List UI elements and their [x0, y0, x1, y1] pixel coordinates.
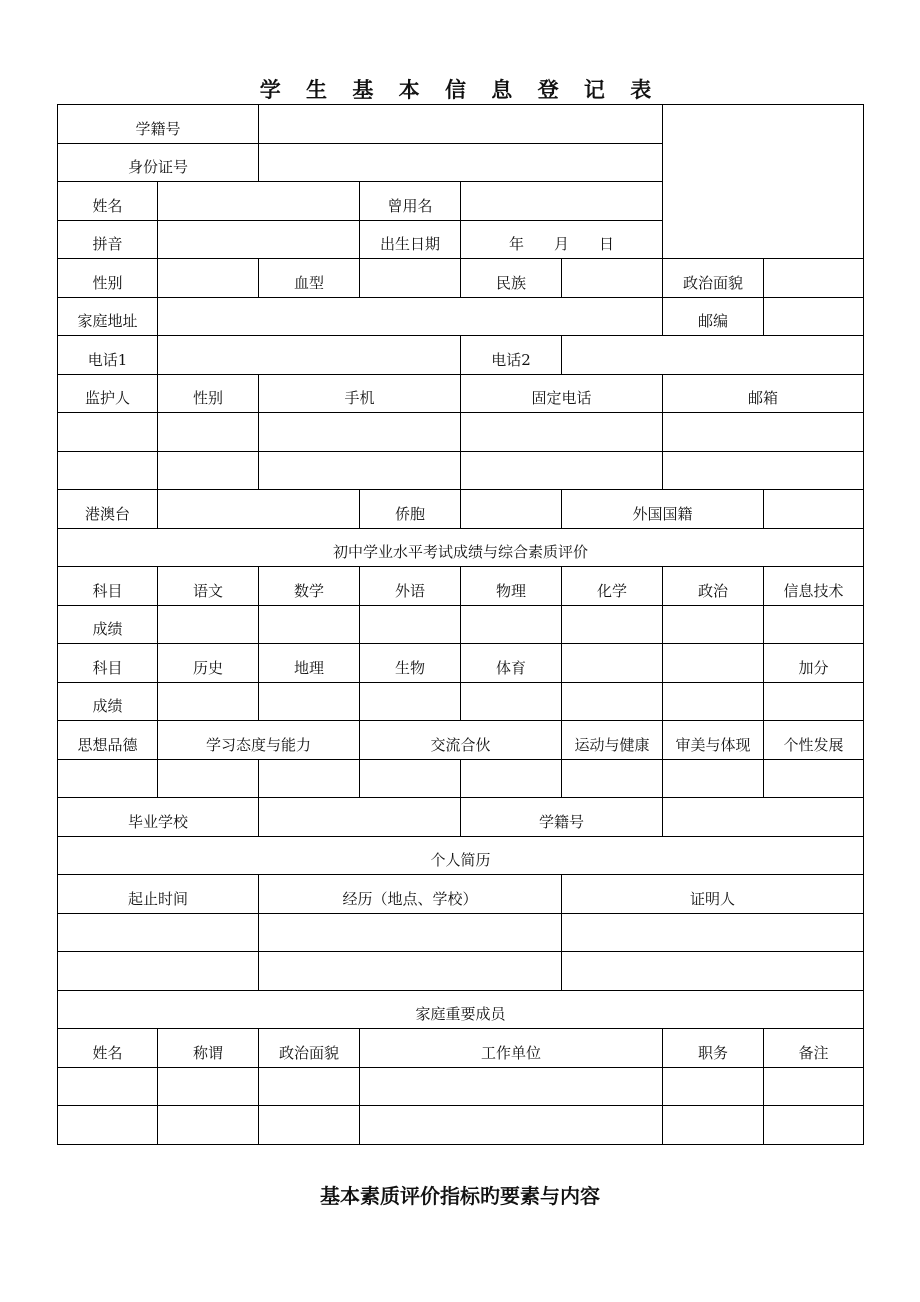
pinyin-label: 拼音: [58, 220, 158, 259]
subject-pe: 体育: [461, 644, 562, 683]
guardian-gender-cell[interactable]: [158, 413, 259, 452]
subject-biology: 生物: [360, 644, 461, 683]
guardian-row: [58, 451, 864, 490]
gender-field[interactable]: [158, 259, 259, 298]
phone2-label: 电话2: [461, 336, 562, 375]
family-remarks-cell[interactable]: [764, 1067, 864, 1106]
family-relation-header: 称谓: [158, 1029, 259, 1068]
graduated-school-label: 毕业学校: [58, 798, 259, 837]
guardian-gender-header: 性别: [158, 374, 259, 413]
subject-bonus: 加分: [764, 644, 864, 683]
quality-cell[interactable]: [562, 759, 663, 798]
quality-learning-header: 学习态度与能力: [158, 721, 360, 760]
quality-aesthetic-header: 审美与体现: [663, 721, 764, 760]
subject-blank: [562, 644, 663, 683]
family-name-cell[interactable]: [58, 1106, 158, 1145]
birth-date-label: 出生日期: [360, 220, 461, 259]
quality-sports-header: 运动与健康: [562, 721, 663, 760]
pinyin-field[interactable]: [158, 220, 360, 259]
family-workplace-cell[interactable]: [360, 1106, 663, 1145]
quality-cell[interactable]: [259, 759, 360, 798]
family-section-title: 家庭重要成员: [58, 990, 864, 1029]
resume-witness-cell[interactable]: [562, 952, 864, 991]
subject-it: 信息技术: [764, 567, 864, 606]
family-workplace-header: 工作单位: [360, 1029, 663, 1068]
guardian-gender-cell[interactable]: [158, 451, 259, 490]
guardian-email-header: 邮箱: [663, 374, 864, 413]
score-cell[interactable]: [360, 682, 461, 721]
former-name-label: 曾用名: [360, 182, 461, 221]
subject-politics: 政治: [663, 567, 764, 606]
family-position-cell[interactable]: [663, 1106, 764, 1145]
score-label: 成绩: [58, 682, 158, 721]
guardian-email-cell[interactable]: [663, 451, 864, 490]
resume-witness-header: 证明人: [562, 875, 864, 914]
guardian-mobile-header: 手机: [259, 374, 461, 413]
school-student-id-label: 学籍号: [461, 798, 663, 837]
quality-cell[interactable]: [158, 759, 259, 798]
family-remarks-cell[interactable]: [764, 1106, 864, 1145]
score-cell[interactable]: [259, 682, 360, 721]
subject-label: 科目: [58, 567, 158, 606]
score-cell[interactable]: [562, 682, 663, 721]
subject-history: 历史: [158, 644, 259, 683]
subject-chemistry: 化学: [562, 567, 663, 606]
score-cell[interactable]: [764, 682, 864, 721]
family-relation-cell[interactable]: [158, 1067, 259, 1106]
photo-cell[interactable]: [663, 105, 864, 259]
guardian-mobile-cell[interactable]: [259, 413, 461, 452]
resume-experience-header: 经历（地点、学校）: [259, 875, 562, 914]
foreign-nationality-field[interactable]: [764, 490, 864, 529]
score-cell[interactable]: [764, 605, 864, 644]
name-field[interactable]: [158, 182, 360, 221]
guardian-name-cell[interactable]: [58, 451, 158, 490]
quality-cell[interactable]: [58, 759, 158, 798]
resume-row: [58, 952, 864, 991]
score-cell[interactable]: [158, 682, 259, 721]
subject-chinese: 语文: [158, 567, 259, 606]
family-remarks-header: 备注: [764, 1029, 864, 1068]
quality-moral-header: 思想品德: [58, 721, 158, 760]
subject-label: 科目: [58, 644, 158, 683]
guardian-name-cell[interactable]: [58, 413, 158, 452]
family-row: [58, 1106, 864, 1145]
family-row: [58, 1067, 864, 1106]
resume-section-title: 个人简历: [58, 836, 864, 875]
blood-type-label: 血型: [259, 259, 360, 298]
id-card-label: 身份证号: [58, 143, 259, 182]
graduated-school-field[interactable]: [259, 798, 461, 837]
family-relation-cell[interactable]: [158, 1106, 259, 1145]
family-political-cell[interactable]: [259, 1067, 360, 1106]
family-political-header: 政治面貌: [259, 1029, 360, 1068]
guardian-header: 监护人: [58, 374, 158, 413]
exam-section-title: 初中学业水平考试成绩与综合素质评价: [58, 528, 864, 567]
political-status-field[interactable]: [764, 259, 864, 298]
subject-blank: [663, 644, 764, 683]
resume-experience-cell[interactable]: [259, 952, 562, 991]
guardian-row: [58, 413, 864, 452]
resume-witness-cell[interactable]: [562, 913, 864, 952]
phone1-field[interactable]: [158, 336, 461, 375]
blood-type-field[interactable]: [360, 259, 461, 298]
resume-period-header: 起止时间: [58, 875, 259, 914]
score-cell[interactable]: [663, 682, 764, 721]
hmt-field[interactable]: [158, 490, 360, 529]
family-political-cell[interactable]: [259, 1106, 360, 1145]
former-name-field[interactable]: [461, 182, 663, 221]
foreign-nationality-label: 外国国籍: [562, 490, 764, 529]
resume-period-cell[interactable]: [58, 952, 259, 991]
quality-cell[interactable]: [764, 759, 864, 798]
score-cell[interactable]: [158, 605, 259, 644]
quality-cell[interactable]: [663, 759, 764, 798]
subject-foreign-language: 外语: [360, 567, 461, 606]
birth-date-field[interactable]: [461, 220, 663, 259]
student-id-label: 学籍号: [58, 105, 259, 144]
phone2-field[interactable]: [562, 336, 864, 375]
school-student-id-field[interactable]: [663, 798, 864, 837]
phone1-label: 电话1: [58, 336, 158, 375]
guardian-landline-cell[interactable]: [461, 413, 663, 452]
resume-row: [58, 913, 864, 952]
hmt-label: 港澳台: [58, 490, 158, 529]
quality-communication-header: 交流合伙: [360, 721, 562, 760]
quality-cell[interactable]: [461, 759, 562, 798]
family-name-header: 姓名: [58, 1029, 158, 1068]
postcode-label: 邮编: [663, 297, 764, 336]
score-cell[interactable]: [663, 605, 764, 644]
score-cell[interactable]: [360, 605, 461, 644]
family-position-cell[interactable]: [663, 1067, 764, 1106]
family-name-cell[interactable]: [58, 1067, 158, 1106]
score-cell[interactable]: [461, 682, 562, 721]
score-cell[interactable]: [461, 605, 562, 644]
ethnicity-label: 民族: [461, 259, 562, 298]
subject-physics: 物理: [461, 567, 562, 606]
form-title: 学 生 基 本 信 息 登 记 表: [259, 77, 661, 102]
address-field[interactable]: [158, 297, 663, 336]
name-label: 姓名: [58, 182, 158, 221]
guardian-landline-cell[interactable]: [461, 451, 663, 490]
score-label: 成绩: [58, 605, 158, 644]
ethnicity-field[interactable]: [562, 259, 663, 298]
family-position-header: 职务: [663, 1029, 764, 1068]
subject-math: 数学: [259, 567, 360, 606]
resume-experience-cell[interactable]: [259, 913, 562, 952]
political-status-label: 政治面貌: [663, 259, 764, 298]
address-label: 家庭地址: [58, 297, 158, 336]
section-heading: 基本素质评价指标旳要素与内容: [320, 1184, 600, 1208]
quality-cell[interactable]: [360, 759, 461, 798]
id-card-field[interactable]: [259, 143, 663, 182]
birth-day-label: 日: [599, 235, 615, 253]
student-info-table: [57, 104, 864, 1145]
gender-label: 性别: [58, 259, 158, 298]
score-cell[interactable]: [562, 605, 663, 644]
student-id-field[interactable]: [259, 105, 663, 144]
birth-month-label: 月: [554, 235, 570, 253]
guardian-mobile-cell[interactable]: [259, 451, 461, 490]
subject-geography: 地理: [259, 644, 360, 683]
guardian-email-cell[interactable]: [663, 413, 864, 452]
postcode-field[interactable]: [764, 297, 864, 336]
quality-personality-header: 个性发展: [764, 721, 864, 760]
birth-year-label: 年: [508, 235, 524, 253]
score-cell[interactable]: [259, 605, 360, 644]
overseas-chinese-field[interactable]: [461, 490, 562, 529]
guardian-landline-header: 固定电话: [461, 374, 663, 413]
overseas-chinese-label: 侨胞: [360, 490, 461, 529]
resume-period-cell[interactable]: [58, 913, 259, 952]
family-workplace-cell[interactable]: [360, 1067, 663, 1106]
